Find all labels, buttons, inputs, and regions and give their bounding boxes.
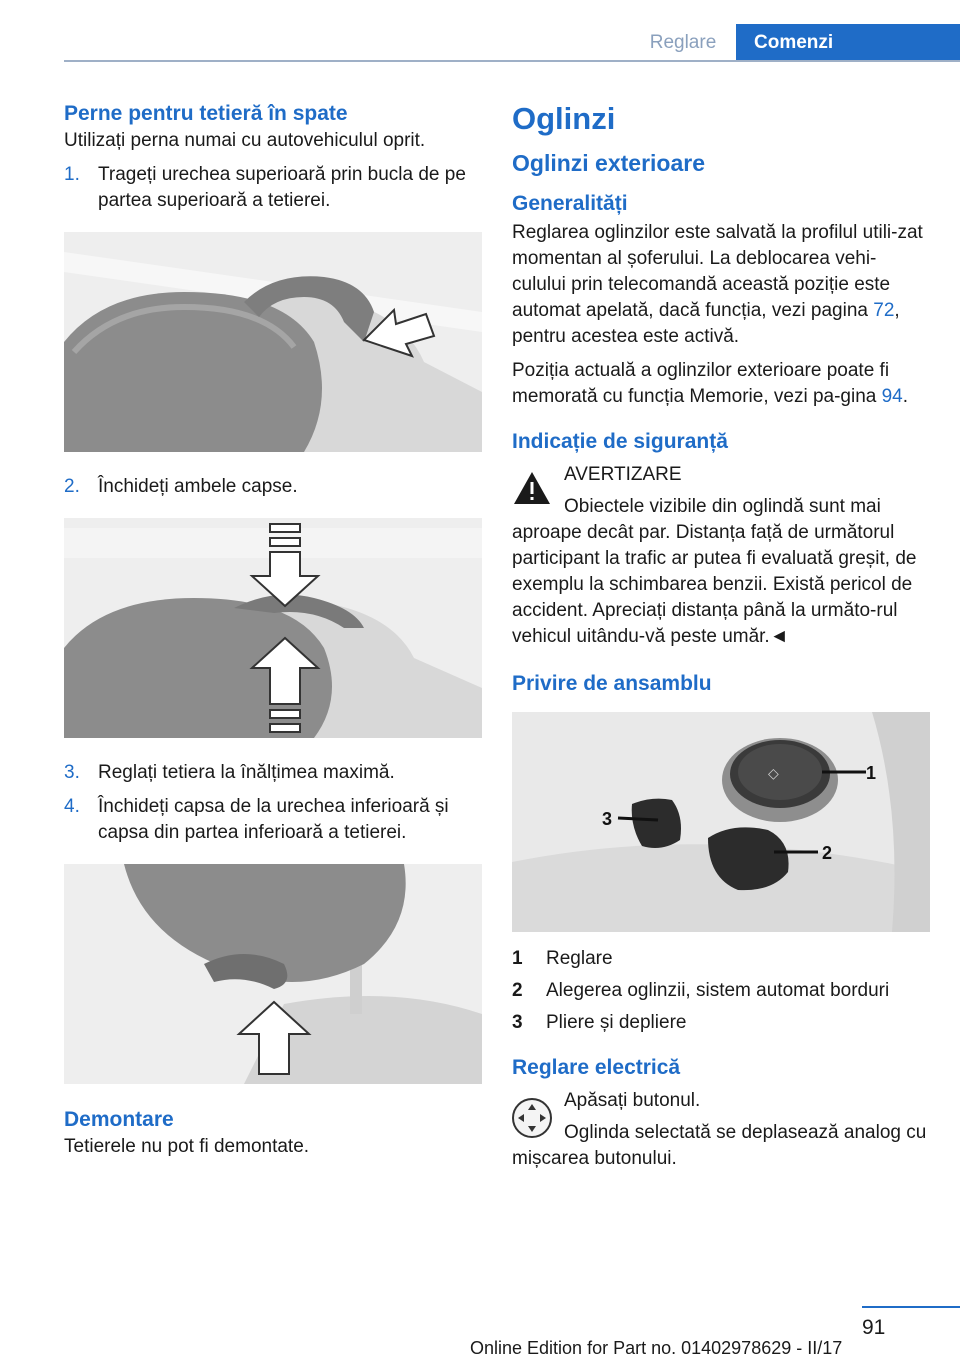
- mirror-controls-figure: [512, 712, 930, 932]
- warning-block: [512, 462, 930, 488]
- right-column: [512, 100, 930, 1172]
- callout-1: 1: [866, 763, 877, 783]
- page-number: 91: [862, 1316, 886, 1339]
- header-divider: [64, 60, 960, 62]
- legend-list: [512, 946, 930, 1036]
- step-2: [64, 474, 482, 500]
- general-text: Poziția actuală a oglinzilor exterioare poate fi memorată cu funcția Memorie, vezi pa‐gina: [512, 360, 890, 407]
- headrest-figure-1: [64, 232, 482, 452]
- step-text: Închideți capsa de la urechea inferioară și capsa din partea inferioară a tetierei.: [98, 796, 449, 843]
- legend-item: [512, 978, 930, 1004]
- footer-divider: [862, 1306, 960, 1308]
- electric-step: Apăsați butonul.: [564, 1090, 701, 1111]
- section-title-safety: Indicație de siguranță: [512, 430, 728, 453]
- section-title-mirrors: Oglinzi: [512, 101, 616, 136]
- callout-3: 3: [602, 809, 613, 829]
- electric-adjust-block: [512, 1088, 930, 1114]
- step-3: [64, 760, 482, 786]
- steps-list-c: [64, 760, 482, 846]
- headrest-figure-3: [64, 864, 482, 1084]
- removal-text: Tetierele nu pot fi demontate.: [64, 1136, 310, 1157]
- legend-number: 1: [512, 948, 523, 969]
- legend-number: 2: [512, 980, 523, 1001]
- step-number: 2.: [64, 476, 80, 497]
- step-text: Reglați tetiera la înălțimea maximă.: [98, 762, 395, 783]
- mirror-adjust-button-icon: [512, 1098, 552, 1138]
- step-number: 4.: [64, 796, 80, 817]
- section-title-general: Generalități: [512, 192, 628, 215]
- headrest-figure-2: [64, 518, 482, 738]
- step-number: 1.: [64, 164, 80, 185]
- general-text: Reglarea oglinzilor este salvată la profilul utili‐zat momentan al șoferului. La deblocarea vehi‐culului prin telecomandă această poziție este automat apelată, dacă funcția, vezi pagina: [512, 222, 923, 321]
- general-text: .: [902, 386, 909, 407]
- general-text: , pentru acestea este activă.: [512, 300, 900, 347]
- legend-item: [512, 1010, 930, 1036]
- step-1: [64, 162, 482, 214]
- section-title-overview: Privire de ansamblu: [512, 672, 712, 695]
- steps-list-a: [64, 162, 482, 214]
- warning-text: [512, 494, 930, 650]
- header-tab-reglare[interactable]: Reglare: [649, 32, 717, 53]
- legend-number: 3: [512, 1012, 523, 1033]
- section-subtitle-exterior-mirrors: Oglinzi exterioare: [512, 150, 706, 176]
- legend-item: [512, 946, 930, 972]
- section-title-electric-adjust: Reglare electrică: [512, 1056, 681, 1079]
- legend-label: Alegerea oglinzii, sistem automat borduri: [546, 980, 890, 1001]
- step-number: 3.: [64, 762, 80, 783]
- step-text: Închideți ambele capse.: [98, 476, 298, 497]
- steps-list-b: [64, 474, 482, 500]
- section-title-headrest-cushion: Perne pentru tetieră în spate: [64, 102, 348, 125]
- step-4: [64, 794, 482, 846]
- page-link-94[interactable]: 94: [881, 386, 903, 407]
- general-paragraph-1: [512, 220, 930, 350]
- section-title-removal: Demontare: [64, 1108, 174, 1131]
- legend-label: Reglare: [546, 948, 613, 969]
- general-paragraph-2: [512, 358, 930, 410]
- intro-text: Utilizați perna numai cu autovehiculul oprit.: [64, 130, 426, 151]
- electric-description: [512, 1120, 930, 1172]
- svg-text:◇: ◇: [768, 766, 779, 782]
- electric-text: Oglinda selectată se deplasează analog cu mișcarea butonului.: [512, 1122, 927, 1169]
- edition-note: Online Edition for Part no. 01402978629 - II/17: [470, 1338, 843, 1358]
- left-column: [64, 100, 482, 1160]
- warning-triangle-icon: [512, 470, 552, 506]
- warning-body: Obiectele vizibile din oglindă sunt mai aproape decât par. Distanța față de următorul participant la trafic ar putea fi evaluată greșit, de exemplu la schimbarea benzii. Există pericol de accident. Apreciați distanța până la următo‐rul vehicul uitându-vă peste umăr.◄: [512, 496, 917, 647]
- callout-2: 2: [822, 843, 833, 863]
- header-tab-comenzi[interactable]: Comenzi: [736, 24, 960, 62]
- page-link-72[interactable]: 72: [873, 300, 895, 321]
- step-text: Trageți urechea superioară prin bucla de pe partea superioară a tetierei.: [98, 164, 466, 211]
- warning-label: AVERTIZARE: [564, 464, 682, 485]
- legend-label: Pliere și depliere: [546, 1012, 687, 1033]
